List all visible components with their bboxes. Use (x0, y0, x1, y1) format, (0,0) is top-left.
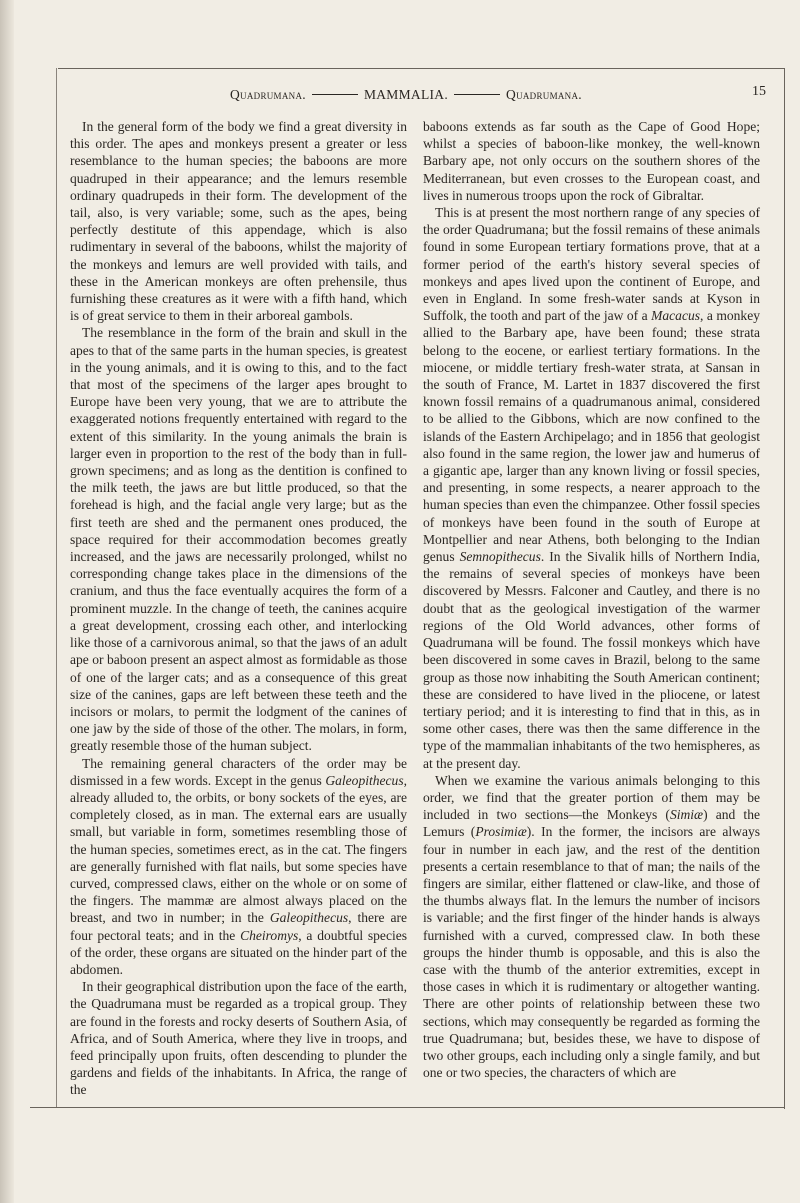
page-frame-left-rule (56, 68, 57, 1108)
right-column (423, 118, 760, 1081)
paragraph: baboons extends as far south as the Cape of Good Hope; whilst a species of baboon-like monkey, the well-known Barbary ape, not only occurs on the southern shores of the Mediterranean, but even crosses to the European coast, and lives in numerous troops upon the rock of Gibraltar. (423, 119, 760, 203)
paragraph: When we examine the various animals belonging to this order, we find that the greater portion of them may be included in two sections—the Monkeys (Simiæ) and the Lemurs (Prosimiæ). In the former, the incisors are always four in number in each jaw, and the rest of the dentition presents a certain resemblance to that of man; the nails of the fingers are similar, either flattened or claw-like, and those of the thumbs always flat. In the lemurs the number of incisors is variable; and the first finger of the hinder hands is always furnished with a curved, compressed claw. In both these groups the hinder thumb is opposable, and this is also the case with the thumb of the anterior extremities, except in those cases in which it is rudimentary or altogether wanting. There are other points of relationship between these two sections, which may consequently be regarded as forming the true Quadrumana; but, besides these, we have to dispose of two other groups, each including only a single family, and but one or two species, the characters of which are (423, 772, 760, 1081)
paragraph: The remaining general characters of the order may be dismissed in a few words. Except in the genus Galeopithecus, already alluded to, the orbits, or bony sockets of the eyes, are completely closed, as in man. The external ears are usually small, but variable in form, sometimes resembling those of the human species, sometimes erect, as in the cat. The fingers are generally furnished with flat nails, but some species have curved, compressed claws, either on the whole or on some of the fingers. The mammæ are almost always placed on the breast, and two in number; in the Galeopithecus, there are four pectoral teats; and in the Cheiromys, a doubtful species of the order, these organs are situated on the hinder part of the abdomen. (70, 755, 408, 977)
running-head (230, 87, 582, 103)
paragraph: In their geographical distribution upon the face of the earth, the Quadrumana must be regarded as a tropical group. They are found in the forests and rocky deserts of Southern Asia, of Africa, and of South America, where they live in troops, and feed principally upon fruits, often descending to plunder the gardens and fields of the inhabitants. In Africa, the range of the (70, 979, 407, 1098)
running-head-center: MAMMALIA. (363, 87, 449, 102)
paragraph: The resemblance in the form of the brain and skull in the apes to that of the same parts in the human species, is greatest in the young animals, and it is owing to this, and to the fact that most of the specimens of the larger apes brought to Europe have been very young, that we are to attribute the exaggerated notions frequently entertained with regard to the extent of this similarity. In the young animals the brain is larger even in proportion to the rest of the body than in full-grown specimens; and as long as the dentition is confined to the milk teeth, the jaws are but little produced, so that the forehead is high, and the facial angle very large; but as the first teeth are shed and the permanent ones produced, the space required for their accommodation becomes greatly increased, and the jaws are necessarily prolonged, whilst no corresponding change takes place in the dimensions of the cranium, and thus the face eventually acquires the form of a prominent muzzle. In the change of teeth, the canines acquire a great development, crossing each other, and interlocking like those of a carnivorous animal, so that the jaws of an adult ape or baboon present an aspect almost as formidable as those of one of the larger cats; and as a consequence of this great size of the canines, gaps are left between these teeth and the incisors or molars, to permit the lodgment of the canines of one jaw by the side of those of the other. The molars, in form, greatly resemble those of the human subject. (70, 325, 407, 754)
running-head-left: Quadrumana. (230, 87, 306, 102)
paragraph: This is at present the most northern range of any species of the order Quadrumana; but the fossil remains of these animals found in some European tertiary formations prove, that at a former period of the earth's history several species of monkeys and apes lived upon the continent of Europe, and even in England. In some fresh-water sands at Kyson in Suffolk, the tooth and part of the jaw of a Macacus, a monkey allied to the Barbary ape, have been found; these strata belong to the eocene, or earliest tertiary formations. In the miocene, or middle tertiary fresh-water strata, at Sansan in the south of France, M. Lartet in 1837 discovered the first known fossil remains of a quadrumanous animal, considered to be allied to the Gibbons, which are now confined to the islands of the Eastern Archipelago; and in 1856 that geologist also found in the same region, the lower jaw and humerus of a gigantic ape, larger than any known living or fossil species, and presenting, in some respects, a nearer approach to the human species than even the chimpanzee. Other fossil species of monkeys have been found in the south of Europe at Montpellier and near Athens, both belonging to the Indian genus Semnopithecus. In the Sivalik hills of Northern India, the remains of several species of monkeys have been discovered by Messrs. Falconer and Cautley, and there is no doubt that as the geological investigation of the warmer regions of the Old World advances, other forms of Quadrumana will be found. The fossil monkeys which have been discovered in some caves in Brazil, belong to the same group as those now inhabiting the South American continent; these are considered to have lived in the pliocene, or latest tertiary period; and it is interesting to find that in this, as in some other cases, there was then the same difference in the type of the mammalian inhabitants of the two hemispheres, as at the present day. (423, 205, 760, 771)
running-head-dash (454, 94, 500, 95)
scan-edge (0, 0, 14, 1203)
running-head-dash (312, 94, 358, 95)
page-frame-bottom-rule (30, 1107, 785, 1108)
paragraph: In the general form of the body we find a great diversity in this order. The apes and monkeys present a greater or less resemblance to the human species; the baboons are more quadruped in their appearance; and the lemurs resemble ordinary quadrupeds in their form. The development of the tail, also, is very variable; some, such as the apes, being perfectly destitute of this appendage, which is also rudimentary in several of the baboons, whilst the majority of the monkeys and lemurs are well provided with tails, and these in the American monkeys are often prehensile, thus furnishing these creatures as it were with a fifth hand, which is of great service to them in their arboreal gambols. (70, 119, 407, 324)
left-column (70, 118, 407, 1099)
page-number: 15 (752, 84, 766, 99)
running-head-right: Quadrumana. (506, 87, 582, 102)
